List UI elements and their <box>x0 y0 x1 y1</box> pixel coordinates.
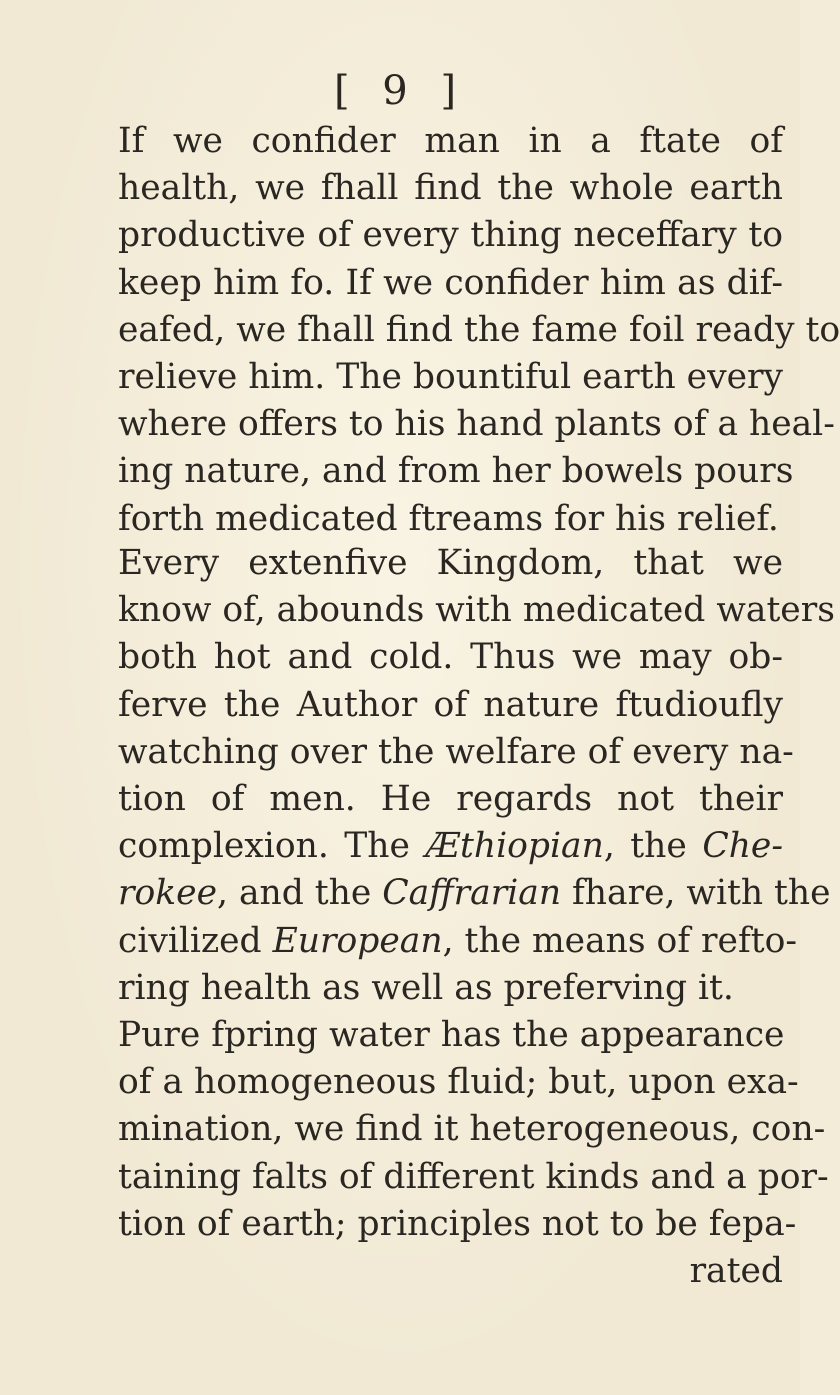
page-number: [ 9 ] <box>333 68 467 114</box>
text-line: of a homogeneous fluid; but, upon exa- <box>118 1062 799 1103</box>
text-line: keep him fo. If we confider him as dif- <box>118 262 783 303</box>
text-line: both hot and cold. Thus we may ob- <box>118 637 783 678</box>
text-run: civilized <box>118 920 273 961</box>
text-run: , the <box>603 826 703 867</box>
text-line: Pure fpring water has the appearance <box>118 1015 785 1055</box>
text-run: , the means of refto- <box>442 920 798 961</box>
text-line <box>118 918 798 965</box>
text-run: complexion. The <box>118 826 426 867</box>
text-line: watching over the welfare of every na- <box>118 731 794 772</box>
text-line <box>118 870 831 917</box>
text-line: tion of earth; principles not to be fepa- <box>118 1203 797 1244</box>
italic-name: European <box>272 920 443 961</box>
text-line: If we confider man in a ftate of <box>118 121 783 161</box>
text-line: know of, abounds with medicated waters <box>118 590 835 631</box>
text-line: ing nature, and from her bowels pours <box>118 451 794 492</box>
text-line: health, we fhall find the whole earth <box>118 168 783 209</box>
text-run: fhare, with the <box>561 873 831 914</box>
text-line: ring health as well as preferving it. <box>118 967 734 1008</box>
italic-name: Caffrarian <box>382 873 562 914</box>
paragraph-2 <box>118 540 835 1012</box>
catchword: rated <box>689 1250 783 1291</box>
paragraph-1 <box>118 118 840 543</box>
text-line: ferve the Author of nature ftudioufly <box>118 684 783 725</box>
text-line: Every extenfive Kingdom, that we <box>118 543 783 583</box>
text-line: eafed, we fhall find the fame foil ready to <box>118 309 840 350</box>
italic-name: Che- <box>702 826 784 867</box>
paragraph-3 <box>118 1012 829 1295</box>
text-line: where offers to his hand plants of a heal- <box>118 404 835 445</box>
text-line <box>118 823 783 870</box>
text-line: productive of every thing neceffary to <box>118 215 783 256</box>
text-run: , and the <box>217 873 383 914</box>
text-line: taining falts of different kinds and a por- <box>118 1156 829 1197</box>
text-line: mination, we find it heterogeneous, con- <box>118 1109 826 1150</box>
italic-name: Æthiopian <box>425 826 604 867</box>
text-line: forth medicated ftreams for his relief. <box>118 498 779 539</box>
italic-name: rokee <box>118 873 218 914</box>
text-line: relieve him. The bountiful earth every <box>118 356 783 397</box>
text-line: tion of men. He regards not their <box>118 778 783 819</box>
